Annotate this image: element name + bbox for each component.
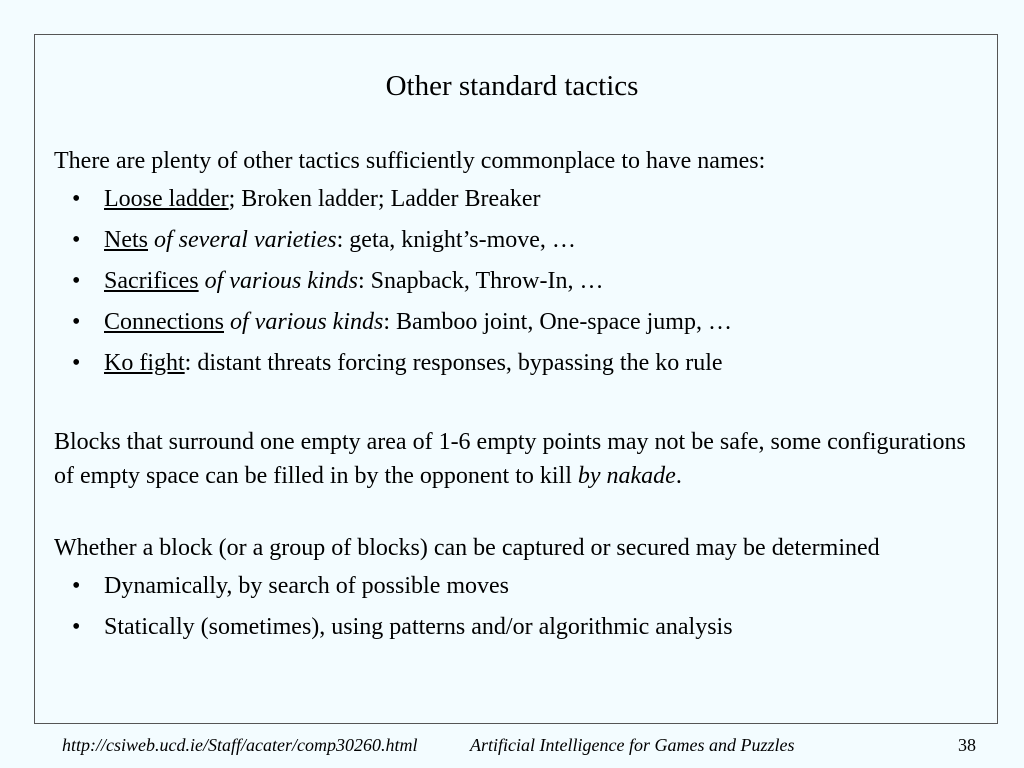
item-text: : Bamboo joint, One-space jump, … bbox=[383, 309, 732, 335]
bullet-icon: • bbox=[72, 268, 81, 294]
item-italic: of several varieties bbox=[148, 227, 337, 253]
bullet-icon: • bbox=[72, 227, 81, 253]
page-number: 38 bbox=[958, 735, 976, 755]
list-item bbox=[54, 223, 984, 264]
item-italic: of various kinds bbox=[198, 268, 358, 294]
list-item bbox=[54, 264, 984, 305]
tactics-list bbox=[54, 182, 984, 387]
link-sacrifices[interactable]: Sacrifices bbox=[104, 268, 199, 294]
methods-list bbox=[54, 569, 984, 651]
intro-paragraph: There are plenty of other tactics sufficiently commonplace to have names: bbox=[54, 148, 766, 174]
nakade-end: . bbox=[675, 463, 682, 489]
link-connections[interactable]: Connections bbox=[104, 309, 224, 335]
nakade-paragraph bbox=[54, 425, 984, 493]
nakade-italic: by nakade bbox=[577, 463, 676, 489]
slide-content bbox=[54, 144, 984, 651]
item-text: : Snapback, Throw-In, … bbox=[357, 268, 604, 294]
item-text: : geta, knight’s-move, … bbox=[336, 227, 576, 253]
list-item bbox=[54, 610, 984, 651]
list-item bbox=[54, 182, 984, 223]
bullet-icon: • bbox=[72, 186, 81, 212]
nakade-text: Blocks that surround one empty area of 1-6 empty points may not be safe, some configurations of empty space can be filled in by the opponent to kill bbox=[54, 429, 966, 489]
item-text: Dynamically, by search of possible moves bbox=[104, 573, 510, 599]
item-text: : distant threats forcing responses, bypassing the ko rule bbox=[184, 350, 723, 376]
link-nets[interactable]: Nets bbox=[104, 227, 148, 253]
bullet-icon: • bbox=[72, 573, 81, 599]
bullet-icon: • bbox=[72, 614, 81, 640]
item-text: ; Broken ladder; Ladder Breaker bbox=[228, 186, 541, 212]
bullet-icon: • bbox=[72, 350, 81, 376]
bullet-icon: • bbox=[72, 309, 81, 335]
list-item bbox=[54, 569, 984, 610]
item-italic: of various kinds bbox=[224, 309, 384, 335]
list-item bbox=[54, 305, 984, 346]
footer-url: http://csiweb.ucd.ie/Staff/acater/comp30260.html bbox=[62, 735, 418, 755]
slide-title: Other standard tactics bbox=[385, 70, 639, 102]
item-text: Statically (sometimes), using patterns and/or algorithmic analysis bbox=[104, 614, 733, 640]
link-loose-ladder[interactable]: Loose ladder bbox=[104, 186, 229, 212]
list-item bbox=[54, 346, 984, 387]
link-ko-fight[interactable]: Ko fight bbox=[104, 350, 185, 376]
capture-paragraph: Whether a block (or a group of blocks) can be captured or secured may be determined bbox=[54, 535, 880, 561]
footer-course-title: Artificial Intelligence for Games and Puzzles bbox=[470, 735, 795, 755]
